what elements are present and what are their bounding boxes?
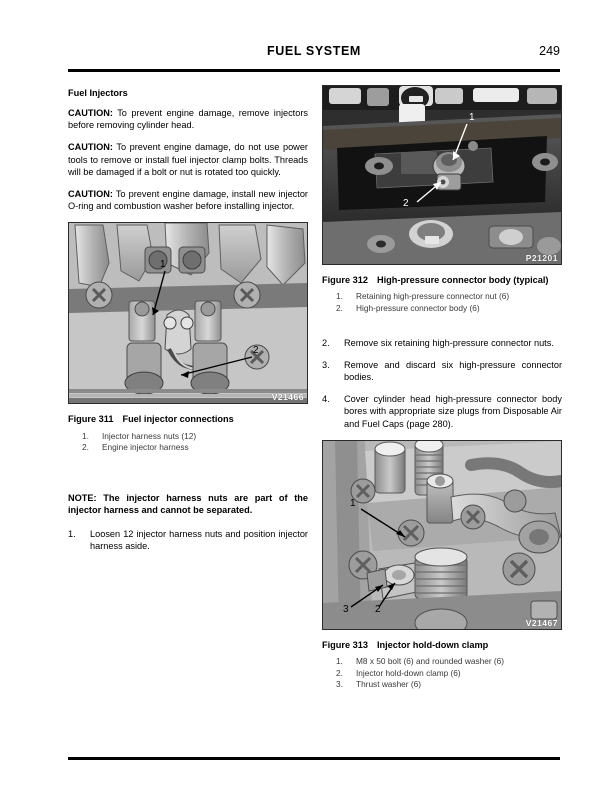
legend-item — [322, 303, 562, 315]
figure-312-callout-2: 2 — [403, 198, 409, 209]
figure-311-callout-1: 1 — [160, 259, 166, 271]
step-item — [68, 528, 308, 552]
figure-312-number: Figure 312 — [322, 275, 368, 285]
figure-313-callout-1: 1 — [350, 497, 356, 509]
legend-num: 2. — [82, 442, 89, 453]
page-header — [68, 44, 560, 70]
legend-text: High-pressure connector body (6) — [356, 303, 480, 313]
figure-312-caption — [322, 274, 562, 286]
caution-2 — [68, 141, 308, 178]
legend-text: Retaining high-pressure connector nut (6) — [356, 291, 510, 302]
note-paragraph: NOTE: The injector harness nuts are part of the injector harness and cannot be separated. — [68, 493, 308, 516]
figure-311-number: Figure 311 — [68, 414, 114, 425]
figure-313-caption — [322, 639, 562, 651]
legend-num: 1. — [82, 430, 89, 441]
step-item — [322, 337, 562, 349]
legend-item — [322, 679, 562, 691]
high-pressure-connector-photo — [323, 86, 561, 264]
figure-312-callout-1: 1 — [469, 112, 475, 123]
legend-text: Engine injector harness — [102, 442, 189, 453]
step-item — [322, 359, 562, 383]
injector-hold-down-clamp-illustration — [323, 441, 561, 629]
left-column — [68, 88, 308, 562]
figure-311-caption — [68, 413, 308, 425]
step-text: Remove and discard six high-pressure connector bodies. — [344, 359, 562, 382]
section-heading: Fuel Injectors — [68, 88, 128, 98]
right-steps-list — [322, 337, 562, 430]
legend-text: Injector harness nuts (12) — [102, 430, 197, 441]
caution-2-text: To prevent engine damage, do not use power tools to remove or install fuel injector clamp bolts. Threads will be damaged if a bolt or nut is rotated too quickly. — [68, 142, 308, 177]
caution-2-label: CAUTION: — [68, 142, 113, 153]
caution-1-label: CAUTION: — [68, 108, 113, 118]
caution-1 — [68, 107, 308, 131]
legend-text: Injector hold-down clamp (6) — [356, 667, 461, 678]
step-num: 4. — [322, 394, 330, 405]
legend-num: 3. — [336, 679, 343, 690]
legend-num: 1. — [336, 656, 343, 667]
legend-num: 2. — [336, 667, 343, 678]
figure-311-image — [68, 222, 308, 404]
caution-3-text: To prevent engine damage, install new injector O-ring and combustion washer before installing injector. — [68, 189, 308, 212]
step-num: 1. — [68, 528, 76, 539]
header-rule — [68, 69, 560, 72]
cylinder-head-illustration — [69, 223, 307, 403]
figure-312-image — [322, 85, 562, 265]
figure-313-callout-2: 2 — [375, 603, 381, 615]
figure-313-legend — [322, 656, 562, 691]
page-number: 249 — [539, 44, 560, 58]
figure-313-image — [322, 440, 562, 630]
step-item — [322, 393, 562, 430]
legend-item — [322, 668, 562, 680]
figure-311-title: Fuel injector connections — [122, 414, 234, 425]
left-steps-list — [68, 528, 308, 552]
legend-item — [68, 442, 308, 454]
figure-313-title: Injector hold-down clamp — [376, 639, 489, 650]
step-text: Remove six retaining high-pressure connector nuts. — [344, 337, 554, 348]
legend-item — [68, 431, 308, 443]
figure-311-legend — [68, 431, 308, 454]
step-text: Cover cylinder head high-pressure connector body bores with appropriate size plugs from Disposable Air and Fuel Caps (page 280). — [344, 394, 562, 429]
legend-text: M8 x 50 bolt (6) and rounded washer (6) — [356, 656, 505, 667]
caution-3 — [68, 188, 308, 212]
right-column — [322, 85, 562, 691]
step-num: 2. — [322, 337, 330, 348]
caution-1-text: To prevent engine damage, remove injectors before removing cylinder head. — [68, 108, 308, 131]
legend-text: Thrust washer (6) — [356, 679, 422, 690]
page-title: FUEL SYSTEM — [267, 44, 361, 58]
figure-313-watermark: V21467 — [525, 617, 558, 628]
footer-rule — [68, 757, 560, 760]
step-text: Loosen 12 injector harness nuts and position injector harness aside. — [90, 528, 308, 552]
figure-313-number: Figure 313 — [322, 639, 368, 650]
figure-311-callout-2: 2 — [253, 345, 259, 357]
figure-312-title: High-pressure connector body (typical) — [376, 275, 549, 285]
step-num: 3. — [322, 359, 330, 370]
legend-item — [322, 291, 562, 303]
caution-3-label: CAUTION: — [68, 189, 113, 200]
legend-item — [322, 656, 562, 668]
figure-312-legend — [322, 291, 562, 314]
figure-311-watermark: V21466 — [271, 392, 304, 403]
figure-312-watermark: P21201 — [525, 253, 558, 263]
figure-313-callout-3: 3 — [343, 603, 349, 615]
legend-num: 2. — [336, 303, 343, 313]
legend-num: 1. — [336, 291, 343, 302]
